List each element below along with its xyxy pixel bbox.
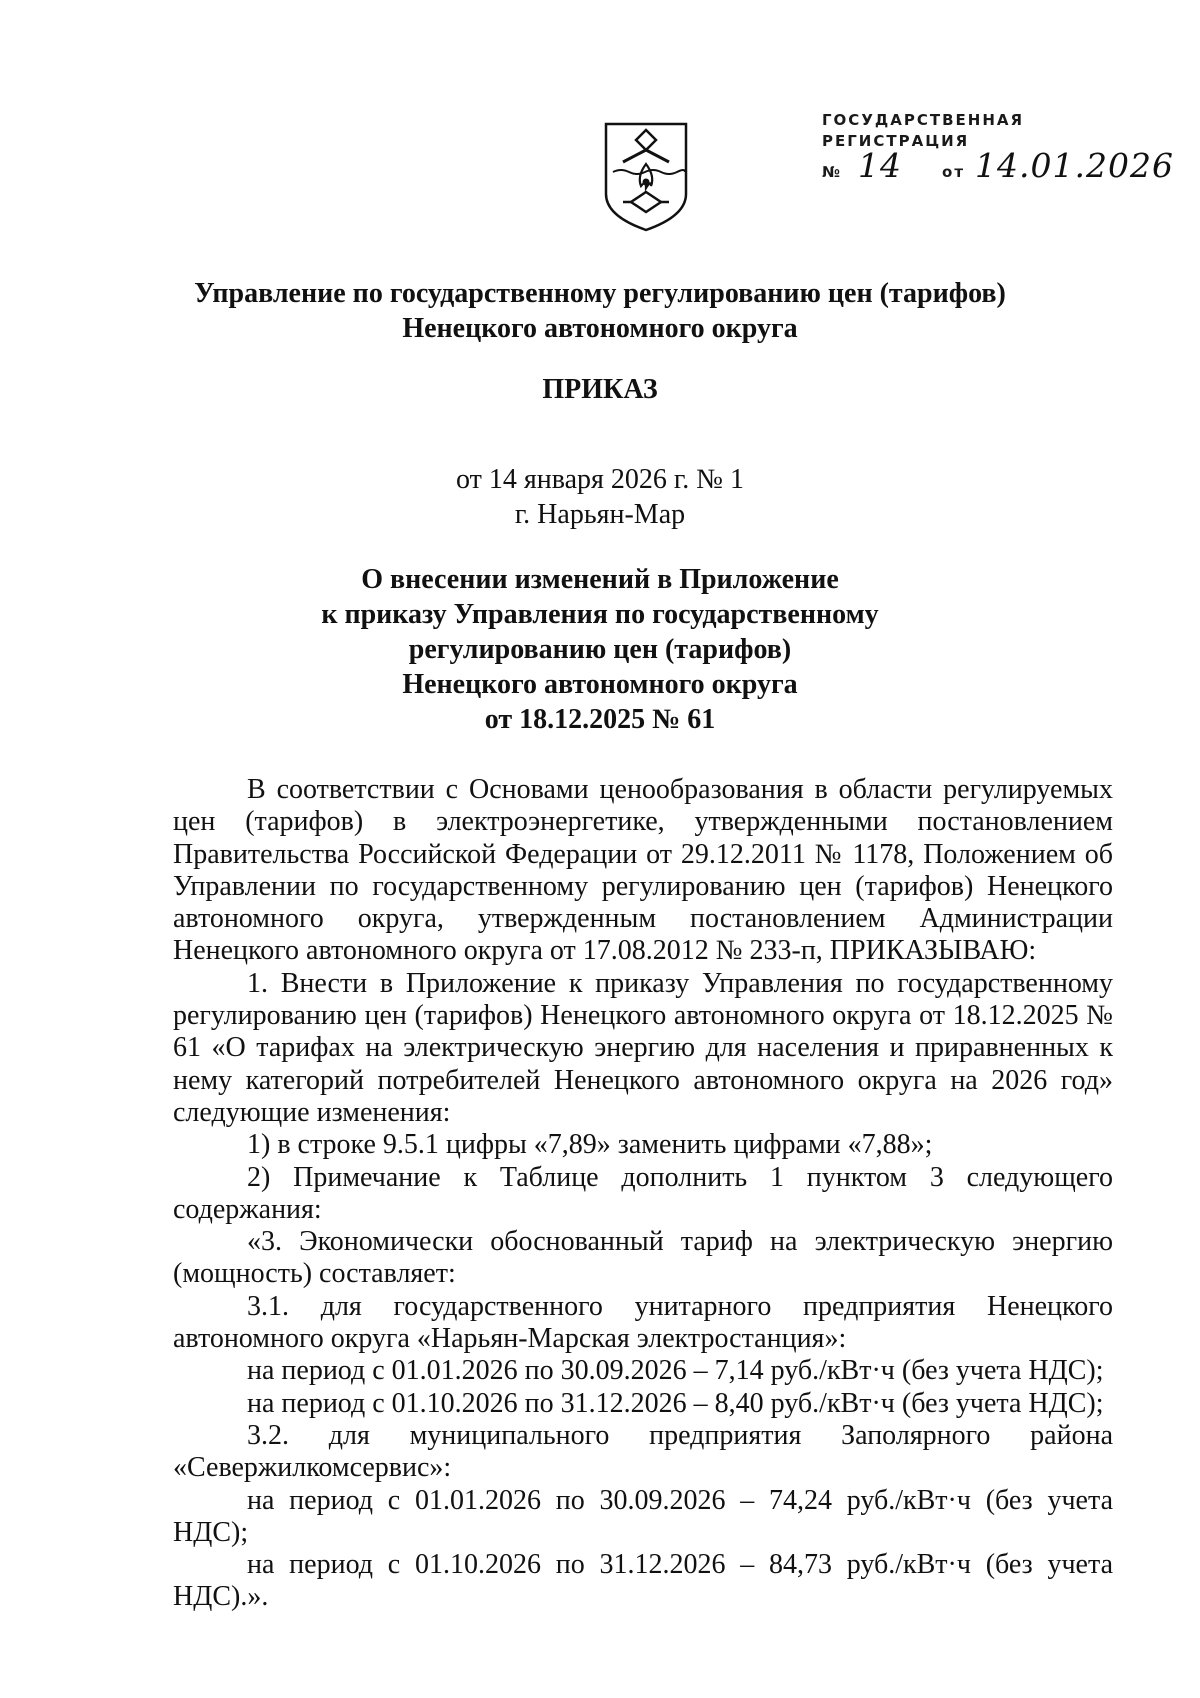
body-paragraph-3-2: 3.2. для муниципального предприятия Заполярного района «Севержилкомсервис»: <box>173 1419 1113 1484</box>
document-meta <box>0 462 1200 532</box>
body-paragraph-tariff-1: на период с 01.01.2026 по 30.09.2026 – 7,14 руб./кВт·ч (без учета НДС); <box>247 1355 1104 1387</box>
organization-header-line-2: Ненецкого автономного округа <box>402 313 798 344</box>
registration-stamp <box>822 110 1174 185</box>
body-paragraph-3-1: 3.1. для государственного унитарного предприятия Ненецкого автономного округа «Нарьян-Марская электростанция»: <box>173 1290 1113 1355</box>
organization-header-line-1: Управление по государственному регулированию цен (тарифов) <box>194 278 1006 309</box>
stamp-line-2: РЕГИСТРАЦИЯ <box>822 132 970 150</box>
subject-line-3: регулированию цен (тарифов) <box>408 634 792 665</box>
subject-line-1: О внесении изменений в Приложение <box>361 564 839 595</box>
subject-line-4: Ненецкого автономного округа <box>402 669 798 700</box>
document-body <box>173 774 1113 1614</box>
stamp-number-date <box>822 146 1174 185</box>
body-paragraph-note-3: «3. Экономически обоснованный тариф на электрическую энергию (мощность) составляет: <box>173 1226 1113 1290</box>
body-paragraph-subitem-1: 1) в строке 9.5.1 цифры «7,89» заменить цифрами «7,88»; <box>247 1129 933 1161</box>
stamp-date-handwritten: 14.01.2026 <box>975 146 1174 185</box>
body-paragraph-subitem-2: 2) Примечание к Таблице дополнить 1 пунктом 3 следующего содержания: <box>173 1161 1113 1225</box>
body-paragraph-preamble: В соответствии с Основами ценообразования в области регулируемых цен (тарифов) в электроэнергетике, утвержденными постановлением Правительства Российской Федерации от 29.12.2011 № 1178, Положением об Управлении по государственному регулированию цен (тарифов) Ненецкого автономного округа, утвержденным постановлением Администрации Ненецкого автономного округа от 17.08.2012 № 233-п, ПРИКАЗЫВАЮ: <box>173 774 1113 967</box>
body-paragraph-tariff-2: на период с 01.10.2026 по 31.12.2026 – 8,40 руб./кВт·ч (без учета НДС); <box>247 1387 1104 1419</box>
document-place: г. Нарьян-Мар <box>514 499 686 530</box>
document-type: ПРИКАЗ <box>542 374 658 405</box>
document-subject <box>0 562 1200 737</box>
subject-line-2: к приказу Управления по государственному <box>321 599 879 630</box>
organization-header <box>0 276 1200 346</box>
body-paragraph-tariff-4: на период с 01.10.2026 по 31.12.2026 – 84,73 руб./кВт·ч (без учета НДС).». <box>173 1549 1113 1613</box>
subject-line-5: от 18.12.2025 № 61 <box>484 704 716 735</box>
stamp-number-handwritten: 14 <box>858 146 903 185</box>
coat-of-arms-icon <box>601 120 691 234</box>
document-date-number: от 14 января 2026 г. № 1 <box>456 464 744 495</box>
body-paragraph-tariff-3: на период с 01.01.2026 по 30.09.2026 – 74,24 руб./кВт·ч (без учета НДС); <box>173 1484 1113 1548</box>
stamp-number-label: № <box>822 163 843 181</box>
stamp-line-1: ГОСУДАРСТВЕННАЯ <box>822 111 1025 129</box>
body-paragraph-item-1: 1. Внести в Приложение к приказу Управления по государственному регулированию цен (тарифов) Ненецкого автономного округа от 18.12.2025 № 61 «О тарифах на электрическую энергию для населения и приравненных к нему категорий потребителей Ненецкого автономного округа на 2026 год» следующие изменения: <box>173 967 1113 1128</box>
stamp-date-label: от <box>942 163 966 181</box>
